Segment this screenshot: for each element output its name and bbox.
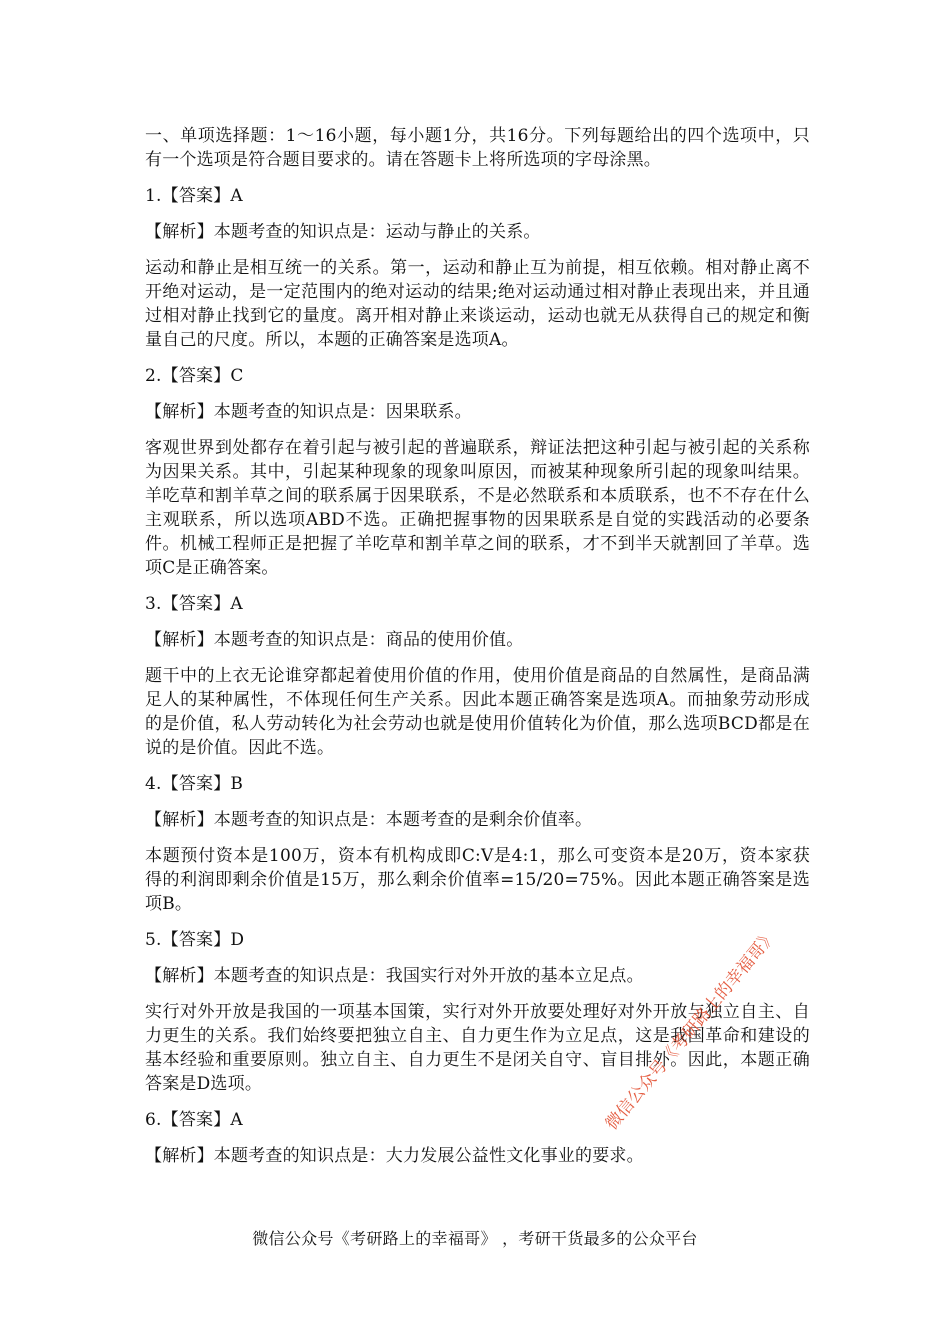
analysis-body: 运动和静止是相互统一的关系。第一，运动和静止互为前提，相互依赖。相对静止离不开绝对运动，是一定范围内的绝对运动的结果;绝对运动通过相对静止表现出来，并且通过相对静止找到它的量度。离开相对静止来谈运动，运动也就无从获得自己的规定和衡量自己的尺度。所以，本题的正确答案是选项A。 xyxy=(145,258,810,350)
page-footer: 微信公众号《考研路上的幸福哥》 ，考研干货最多的公众平台 xyxy=(252,1229,698,1248)
section-header: 一、单项选择题：1～16小题，每小题1分，共16分。下列每题给出的四个选项中，只有一个选项是符合题目要求的。请在答题卡上将所选项的字母涂黑。 xyxy=(145,126,810,170)
analysis-body: 题干中的上衣无论谁穿都起着使用价值的作用，使用价值是商品的自然属性，是商品满足人的某种属性，不体现任何生产关系。因此本题正确答案是选项A。而抽象劳动形成的是价值，私人劳动转化为社会劳动也就是使用价值转化为价值，那么选项BCD都是在说的是价值。因此不选。 xyxy=(145,666,810,758)
answer-line: 3.【答案】A xyxy=(145,594,243,614)
analysis-body: 本题预付资本是100万，资本有机构成即C:V是4:1，那么可变资本是20万，资本家获得的利润即剩余价值是15万，那么剩余价值率=15/20=75%。因此本题正确答案是选项B。 xyxy=(145,846,810,914)
analysis-line: 【解析】本题考查的知识点是：我国实行对外开放的基本立足点。 xyxy=(145,966,644,986)
analysis-line: 【解析】本题考查的知识点是：本题考查的是剩余价值率。 xyxy=(145,810,593,830)
analysis-line: 【解析】本题考查的知识点是：运动与静止的关系。 xyxy=(145,222,541,242)
analysis-line: 【解析】本题考查的知识点是：因果联系。 xyxy=(145,402,472,422)
answer-line: 6.【答案】A xyxy=(145,1110,243,1130)
answer-line: 5.【答案】D xyxy=(145,930,245,950)
answer-line: 2.【答案】C xyxy=(145,366,244,386)
analysis-line: 【解析】本题考查的知识点是：商品的使用价值。 xyxy=(145,630,524,650)
analysis-line: 【解析】本题考查的知识点是：大力发展公益性文化事业的要求。 xyxy=(145,1146,644,1166)
analysis-body: 实行对外开放是我国的一项基本国策，实行对外开放要处理好对外开放与独立自主、自力更生的关系。我们始终要把独立自主、自力更生作为立足点，这是我国革命和建设的基本经验和重要原则。独立自主、自力更生不是闭关自守、盲目排外。因此，本题正确答案是D选项。 xyxy=(145,1002,810,1094)
analysis-body: 客观世界到处都存在着引起与被引起的普遍联系，辩证法把这种引起与被引起的关系称为因果关系。其中，引起某种现象的现象叫原因，而被某种现象所引起的现象叫结果。羊吃草和割羊草之间的联系属于因果联系，不是必然联系和本质联系，也不不存在什么主观联系，所以选项ABD不选。正确把握事物的因果联系是自觉的实践活动的必要条件。机械工程师正是把握了羊吃草和割羊草之间的联系，才不到半天就割回了羊草。选项C是正确答案。 xyxy=(145,438,810,578)
answer-line: 1.【答案】A xyxy=(145,186,243,206)
watermark-stamp: 微信公众号《考研路上的幸福哥》 xyxy=(601,925,782,1135)
answer-line: 4.【答案】B xyxy=(145,774,244,794)
